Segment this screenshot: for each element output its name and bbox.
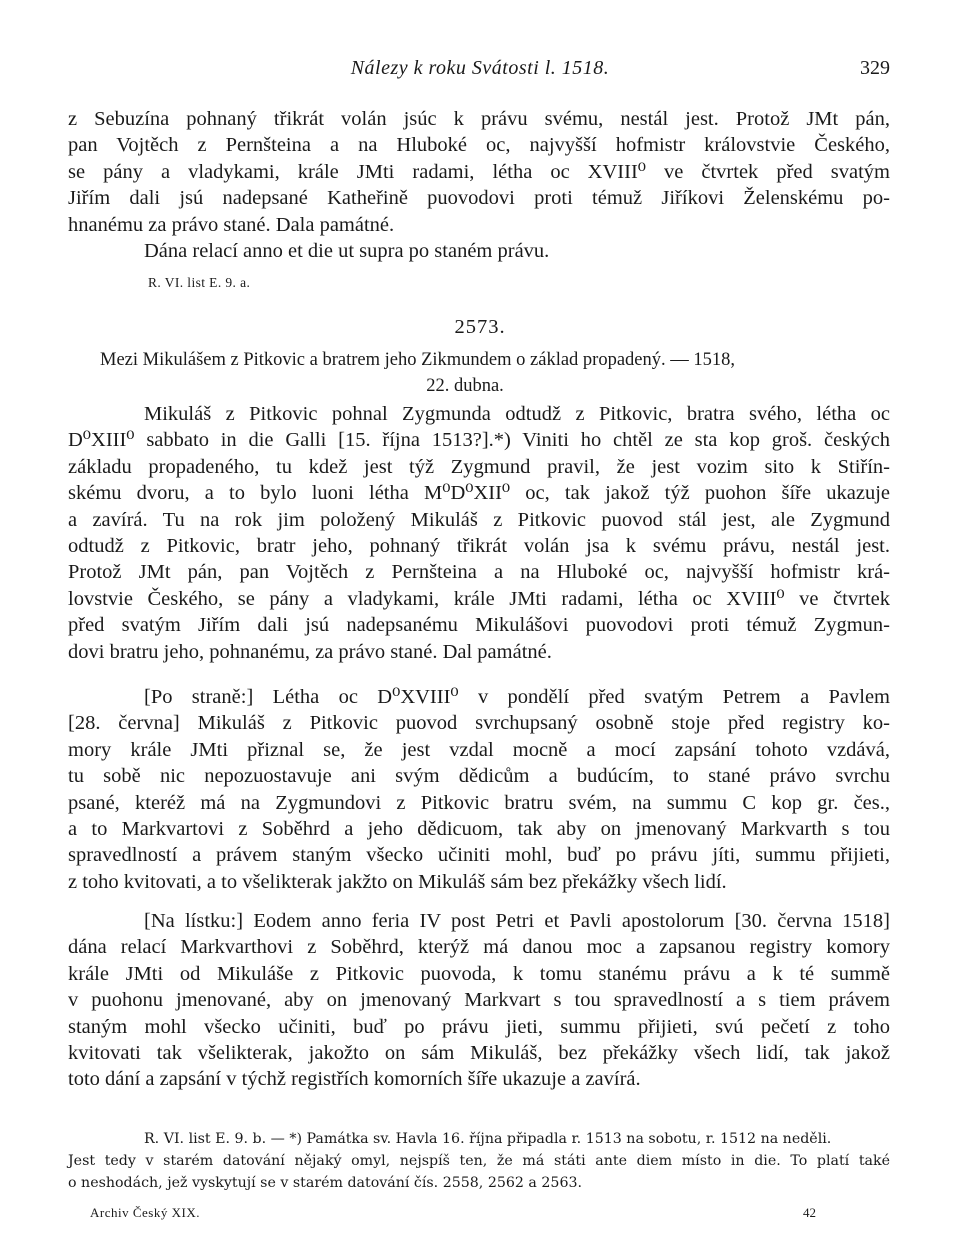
text-line: [Po straně:] Létha oc D⁰XVIII⁰ v pondělí před svatým Petrem a Pavlem (144, 686, 890, 708)
text-line: hnanému za právo stané. Dala památné. (68, 213, 395, 236)
text-line: psané, kteréž má na Zygmundovi z Pitkovic bratru svém, na summu C kop gr. čes., (68, 791, 890, 814)
text-line: staným mohl všecko učiniti, buď po právu jieti, summu přijieti, svú pečetí z toho (68, 1015, 890, 1038)
text-line: Dána relací anno et die ut supra po staném právu. (144, 240, 550, 262)
text-line: z Sebuzína pohnaný třikrát volán jsúc k právu svému, nestál jest. Protož JMt pán, (68, 108, 890, 130)
footnote-line: Jest tedy v starém datování nějaký omyl, nejspíš ten, že má státi ante diem místo in die. To platí také (68, 1153, 890, 1169)
text-line: D⁰XIII⁰ sabbato in die Galli [15. října 1513?].*) Viniti ho chtěl ze sta kop groš. českých (68, 429, 890, 452)
text-line: a to Markvartovi z Soběhrd a jeho dědicuom, tak aby on jmenovaný Markvarth s tou (68, 818, 890, 841)
text-line: pan Vojtěch z Pernšteina a na Hluboké oc, najvyšší hofmistr královstvie Českého, (68, 134, 890, 157)
sheet-signature: 42 (803, 1205, 816, 1220)
text-line: Mikuláš z Pitkovic pohnal Zygmunda odtudž z Pitkovic, bratra svého, létha oc (144, 403, 890, 425)
text-line: [28. června] Mikuláš z Pitkovic puovod svrchupsaný osobně stoje před registry ko- (68, 712, 890, 735)
document-number: 2573. (454, 316, 506, 338)
footnote-line: o neshodách, jež vyskytují se v starém datování čís. 2558, 2562 a 2563. (68, 1175, 583, 1191)
document-summary (100, 347, 890, 399)
archive-signature: Archiv Český XIX. (90, 1205, 200, 1220)
text-line: a zavírá. Tu na rok jim položený Mikuláš z Pitkovic puovod stál jest, ale Zygmund (68, 508, 890, 531)
running-header-title: Nálezy k roku Svátosti l. 1518. (350, 57, 610, 79)
text-line: tu sobě nic nepozuostavuje ani svým dědicům a budúcím, to stané právo svrchu (68, 765, 890, 788)
text-line: krále JMti od Mikuláše z Pitkovic puovoda, k tomu stanému právu a k té summě (68, 962, 890, 985)
text-line: z toho kvitovati, a to všelikterak jakžto on Mikuláš sám bez překážky všech lidí. (68, 870, 727, 893)
text-line: se pány a vladykami, krále JMti radami, létha oc XVIII⁰ ve čtvrtek před svatým (68, 160, 890, 183)
text-line: lovstvie Českého, se pány a vladykami, krále JMti radami, létha oc XVIII⁰ ve čtvrtek (68, 587, 890, 610)
archival-reference: R. VI. list E. 9. a. (148, 275, 251, 290)
text-line: skému dvoru, a to bylo luoni létha M⁰D⁰XII⁰ oc, tak jakož týž puohon šíře ukazuje (68, 482, 890, 505)
footnote-line: R. VI. list E. 9. b. — *) Památka sv. Havla 16. října připadla r. 1513 na sobotu, r. 1512 na neděli. (144, 1131, 832, 1147)
text-line: odtudž z Pitkovic, bratr jeho, pohnaný třikrát volán jsa k svému právu, nestál jest. (68, 535, 890, 558)
text-line: před svatým Jiřím dali jsú nadepsanému Mikulášovi puovodovi proti témuž Zygmun- (68, 614, 890, 637)
summary-line: Mezi Mikulášem z Pitkovic a bratrem jeho Zikmundem o základ propadený. — 1518, (100, 350, 736, 370)
text-line: [Na lístku:] Eodem anno feria IV post Petri et Pavli apostolorum [30. června 1518] (144, 910, 890, 932)
paragraph-continuation (68, 106, 890, 238)
main-paragraph (68, 401, 890, 665)
page-number: 329 (860, 57, 890, 79)
text-line: toto dání a zapsání v týchž registřích komorních šíře ukazuje a zavírá. (68, 1068, 641, 1091)
text-line: Jiřím dali jsú nadepsané Katheřině puovodovi proti témuž Jiříkovi Želenskému po- (68, 187, 890, 210)
text-line: dána relací Markvarthovi z Soběhrd, kterýž má danou moc a zapsanou registry komory (68, 936, 890, 959)
footnotes (68, 1128, 890, 1194)
text-line: dovi bratru jeho, pohnanému, za právo stané. Dal památné. (68, 640, 552, 663)
text-line: základu propadeného, tu kdež jest týž Zygmund pravil, že jest vozim sito k Stiřín- (68, 455, 890, 478)
text-line: Protož JMt pán, pan Vojtěch z Pernšteina a na Hluboké oc, najvyšší hofmistr krá- (68, 561, 890, 584)
summary-date: 22. dubna. (426, 376, 504, 396)
text-line: spravedlností a právem staným všecko učiniti mohl, buď po právu jíti, summu přijieti, (68, 844, 890, 867)
slip-note-paragraph (68, 908, 890, 1093)
relation-paragraph (68, 238, 890, 264)
text-line: kvitovati tak všelikterak, jakožto on sám Mikuláš, bez překážky všech lidí, tak jakož (68, 1042, 890, 1065)
text-line: v puohonu jmenované, aby on jmenovaný Markvart s tou spravedlností a s tiem právem (68, 989, 890, 1012)
text-line: mory krále JMti přiznal se, že jest vzdal mocně a mocí zapsání tohoto vzdává, (68, 738, 890, 761)
marginal-note-paragraph (68, 684, 890, 895)
